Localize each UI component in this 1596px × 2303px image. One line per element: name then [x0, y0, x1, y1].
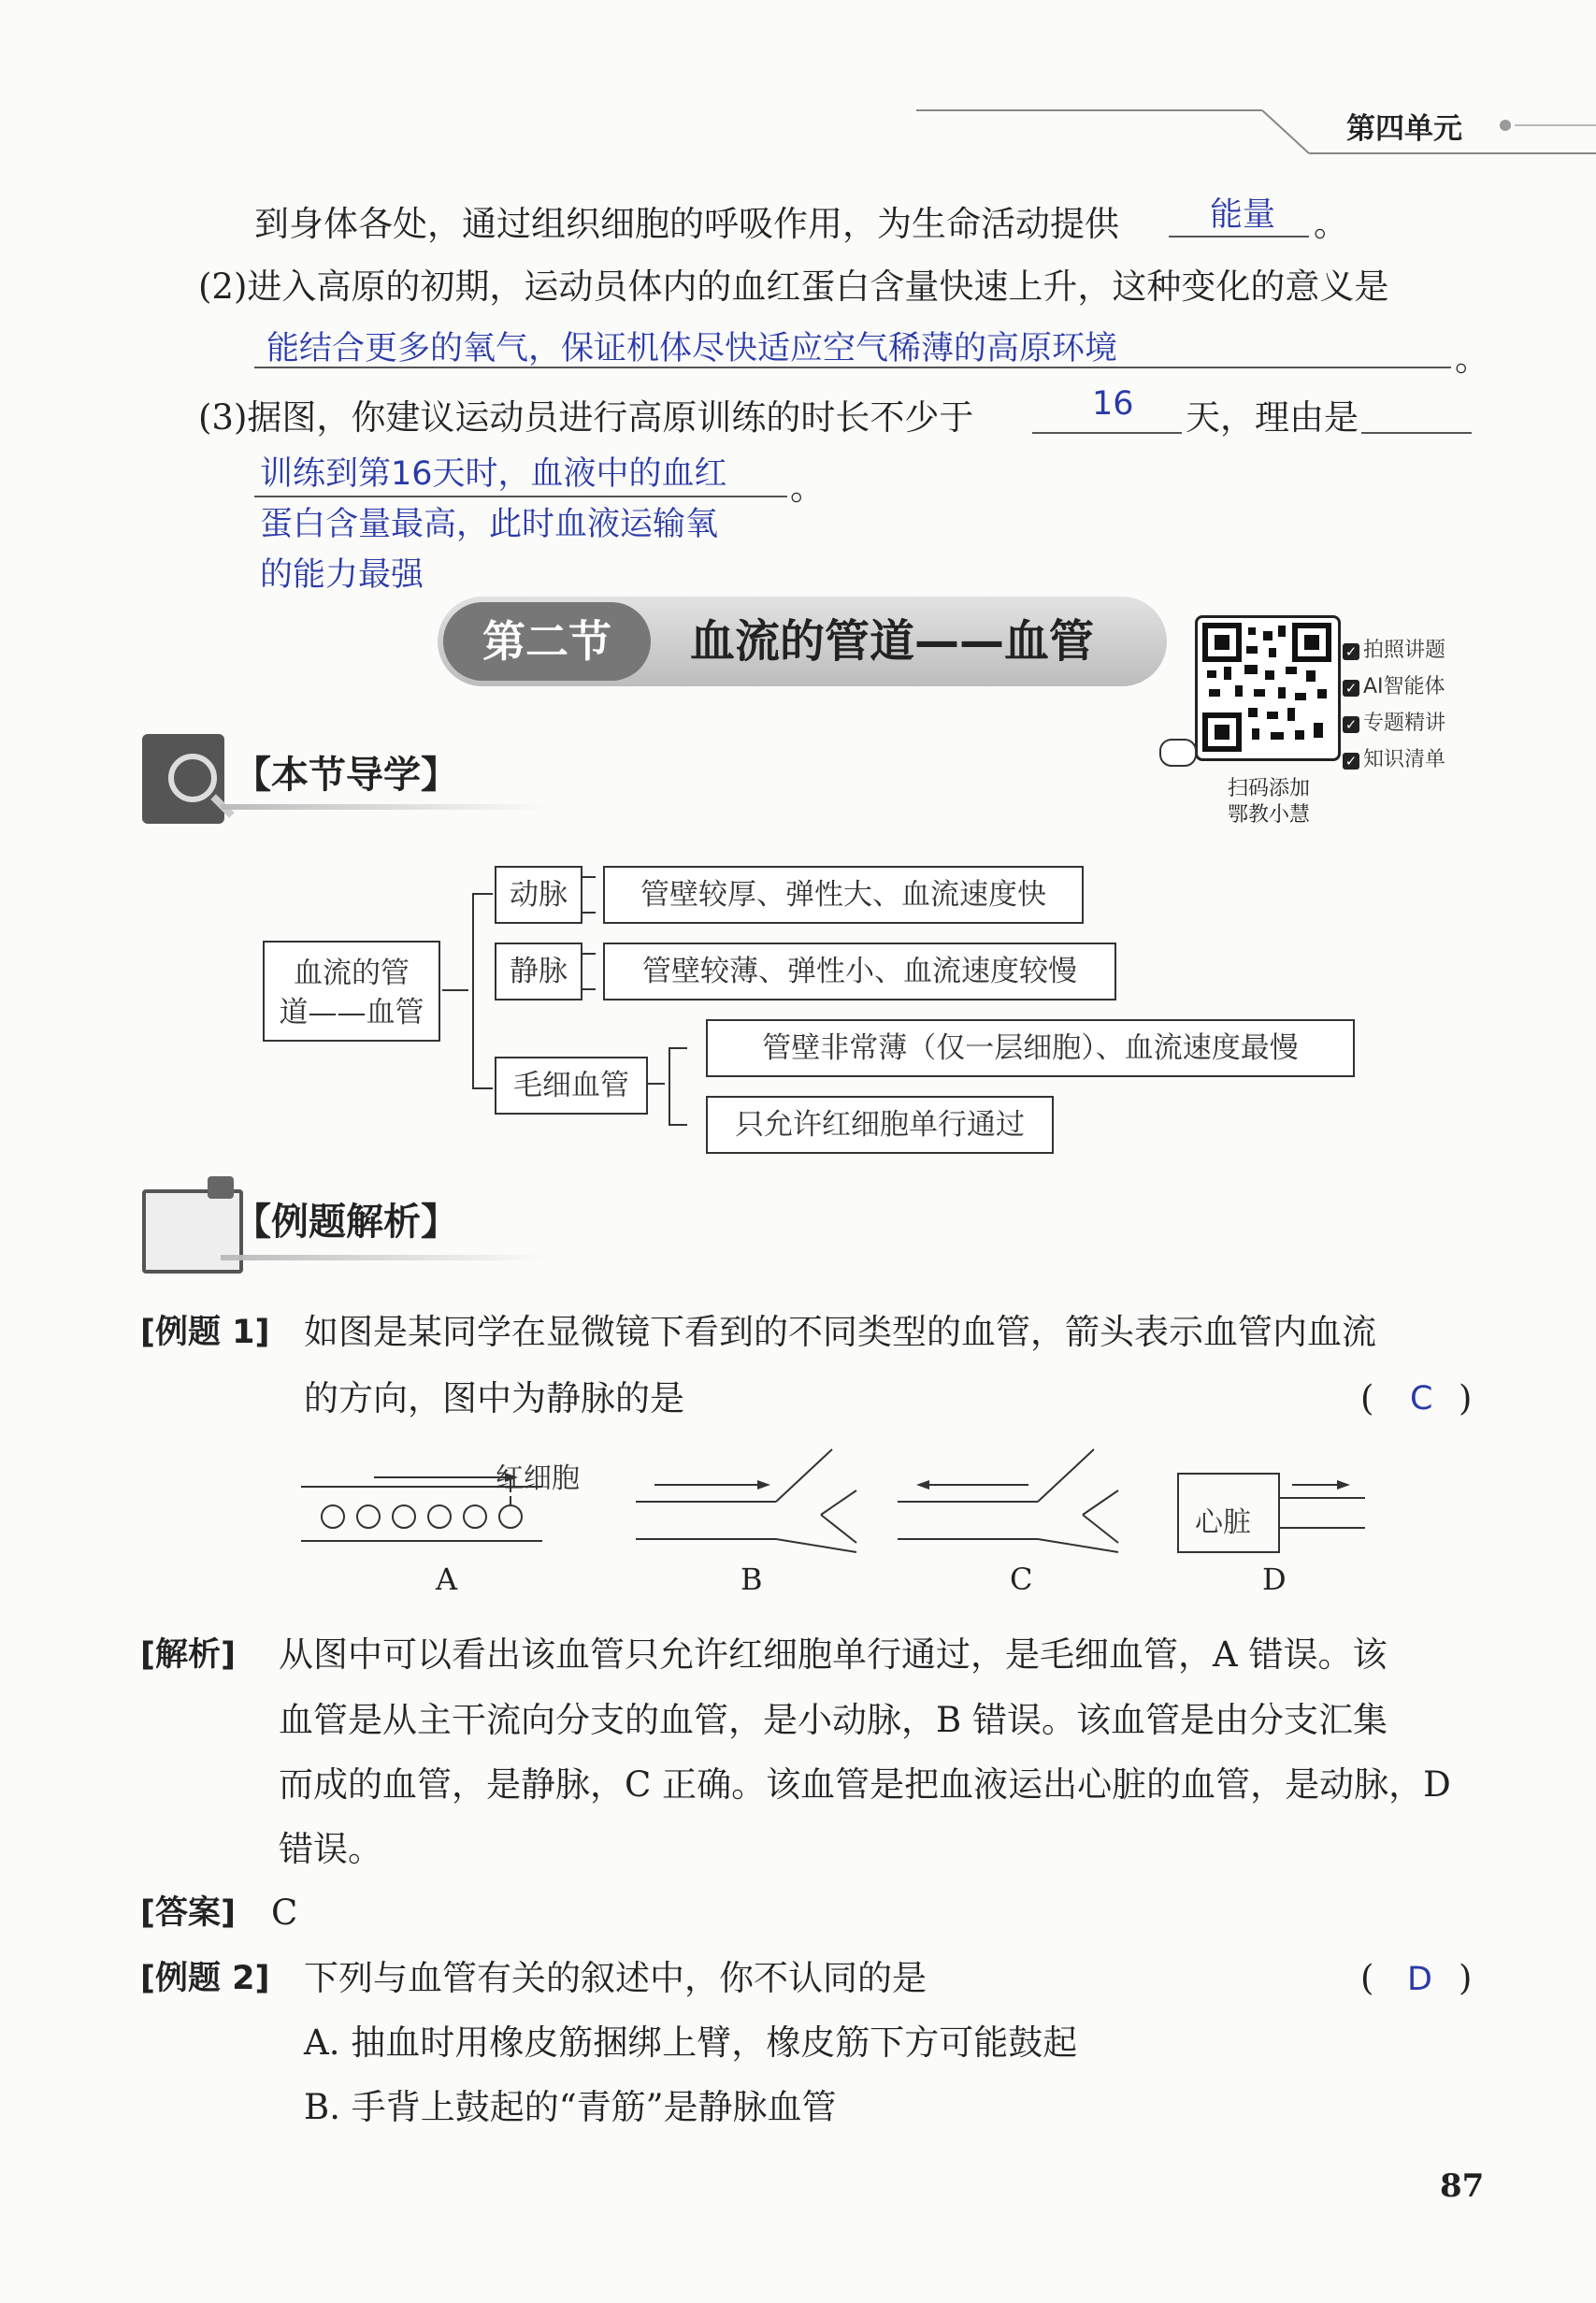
qr-pattern [1198, 618, 1338, 758]
mindmap-capillary: 毛细血管 [495, 1057, 648, 1115]
ex2-option-b: B. 手背上鼓起的“青筋”是静脉血管 [304, 2087, 837, 2127]
figure-label-a: A [436, 1562, 458, 1597]
guide-underline [221, 804, 548, 810]
q3-answer: 16 [1092, 385, 1134, 423]
section-title: 血流的管道——血管 [690, 615, 1095, 668]
ex2-option-a: A. 抽血时用橡皮筋捆绑上臂，橡皮筋下方可能鼓起 [304, 2022, 1078, 2063]
q3-reason [260, 449, 727, 600]
q3-reason-line: 训练到第16天时，血液中的血红 [260, 455, 727, 493]
qr-option[interactable] [1343, 705, 1445, 741]
mindmap-capillary-desc-2: 只允许红细胞单行通过 [706, 1096, 1054, 1154]
ex1-line1: 如图是某同学在显微镜下看到的不同类型的血管，箭头表示血管内血流 [304, 1312, 1376, 1352]
checkbox-icon: ✓ [1343, 716, 1359, 733]
q3-reason-line: 的能力最强 [260, 556, 424, 594]
figure-label-d: D [1262, 1562, 1287, 1597]
ex1-paren-open: ( [1360, 1378, 1374, 1418]
open-book-icon [142, 1189, 243, 1274]
bracket [669, 1047, 687, 1126]
q3-blank [1032, 432, 1182, 434]
mindmap-root-line: 血流的管 [294, 957, 410, 990]
bracket [472, 893, 493, 1089]
mindmap-artery-desc: 管壁较厚、弹性大、血流速度快 [603, 866, 1084, 924]
qr-option[interactable] [1343, 669, 1445, 705]
q3-mid: 天，理由是 [1186, 397, 1359, 438]
qr-caption [1199, 776, 1339, 828]
answer-label: [答案] [140, 1894, 236, 1932]
mindmap-root-line: 道——血管 [279, 996, 424, 1029]
q1-answer: 能量 [1210, 196, 1276, 234]
qr-option[interactable] [1343, 741, 1445, 778]
ex1-answer: C [1410, 1380, 1433, 1418]
qr-caption-line: 扫码添加 [1227, 777, 1310, 800]
q3-reason-blank [1361, 432, 1472, 434]
bracket [581, 876, 596, 914]
qr-option[interactable] [1343, 632, 1445, 669]
analysis-line: 错误。 [279, 1829, 382, 1869]
q2-end: 。 [1455, 338, 1489, 379]
ex1-line2: 的方向，图中为静脉的是 [304, 1378, 684, 1418]
qr-option-label: AI智能体 [1363, 675, 1445, 698]
mindmap-root [263, 941, 440, 1042]
page-number: 87 [1440, 2167, 1485, 2205]
connector [646, 1083, 665, 1085]
qr-option-label: 专题精讲 [1363, 712, 1446, 735]
speech-bubble-icon [208, 1176, 234, 1199]
checkbox-icon: ✓ [1343, 680, 1359, 697]
q1-blank [1169, 236, 1309, 237]
ex1-paren-close: ) [1459, 1378, 1473, 1418]
bracket [581, 953, 596, 990]
qr-option-label: 知识清单 [1363, 748, 1446, 771]
section-number: 第二节 [443, 602, 651, 681]
qr-caption-line: 鄂教小慧 [1227, 803, 1310, 827]
q1-text: 到身体各处，通过组织细胞的呼吸作用，为生命活动提供 [254, 204, 1119, 244]
ex2-label: [例题 2] [140, 1960, 270, 1997]
q1-end: 。 [1314, 204, 1348, 244]
guide-title: 【本节导学】 [234, 754, 458, 797]
mindmap-capillary-desc-1: 管壁非常薄（仅一层细胞）、血流速度最慢 [706, 1019, 1355, 1077]
q2-blank [254, 367, 1451, 368]
ex2-answer: D [1407, 1961, 1432, 1998]
figure-label-b: B [740, 1562, 763, 1597]
analysis-line: 从图中可以看出该血管只允许红细胞单行通过，是毛细血管，A 错误。该 [279, 1634, 1388, 1675]
examples-underline [221, 1255, 548, 1260]
q3-reason-underline [254, 496, 787, 497]
q3-end: 。 [790, 468, 825, 508]
vessel-c [898, 1449, 1118, 1552]
ex1-label: [例题 1] [140, 1314, 270, 1351]
q2-text: (2)进入高原的初期，运动员体内的血红蛋白含量快速上升，这种变化的意义是 [198, 266, 1389, 307]
robot-icon [1159, 739, 1197, 767]
mindmap-vein-desc: 管壁较薄、弹性小、血流速度较慢 [603, 943, 1116, 1000]
q3-reason-line: 蛋白含量最高，此时血液运输氧 [260, 506, 719, 543]
q3-text: (3)据图，你建议运动员进行高原训练的时长不少于 [198, 397, 974, 438]
checkbox-icon: ✓ [1343, 753, 1359, 770]
q2-answer: 能结合更多的氧气，保证机体尽快适应空气稀薄的高原环境 [266, 330, 1118, 367]
mindmap-vein: 静脉 [495, 943, 582, 1000]
qr-option-label: 拍照讲题 [1363, 639, 1446, 662]
analysis-label: [解析] [140, 1636, 236, 1674]
analysis-line: 而成的血管，是静脉，C 正确。该血管是把血液运出心脏的血管，是动脉，D [279, 1764, 1451, 1805]
qr-options [1343, 632, 1445, 778]
analysis-line: 血管是从主干流向分支的血管，是小动脉，B 错误。该血管是由分支汇集 [279, 1700, 1388, 1740]
connector [442, 989, 468, 991]
answer-value: C [271, 1893, 298, 1933]
figure-label-c: C [1010, 1562, 1033, 1597]
header-rule [916, 94, 1596, 168]
unit-title: 第四单元 [1346, 112, 1462, 146]
magnifier-icon [168, 754, 217, 802]
mindmap-artery: 动脉 [495, 866, 582, 924]
ex2-text: 下列与血管有关的叙述中，你不认同的是 [304, 1958, 927, 1998]
qr-code[interactable] [1195, 615, 1341, 761]
heart-label: 心脏 [1195, 1506, 1251, 1539]
vessel-b [636, 1449, 856, 1552]
checkbox-icon: ✓ [1343, 643, 1359, 660]
red-cell-label: 红细胞 [496, 1462, 580, 1495]
ex2-paren-close: ) [1459, 1958, 1473, 1998]
ex2-paren-open: ( [1360, 1958, 1374, 1998]
examples-title: 【例题解析】 [234, 1201, 458, 1244]
